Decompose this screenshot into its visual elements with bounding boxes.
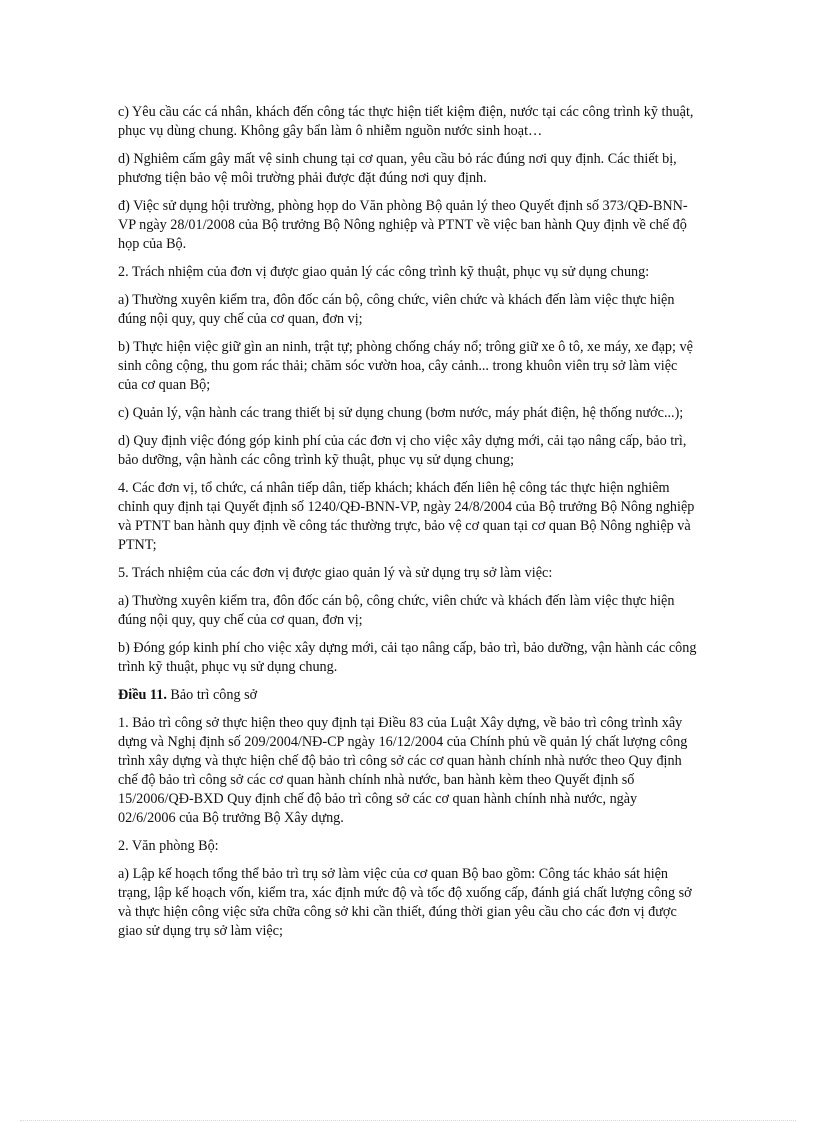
document-page xyxy=(118,103,698,950)
paragraph-item-b-contribution: b) Đóng góp kinh phí cho việc xây dựng mới, cải tạo nâng cấp, bảo trì, bảo dưỡng, vận hành các công trình kỹ thuật, phục vụ sử dụng chung. xyxy=(118,640,697,675)
paragraph-item-c-water-saving: c) Yêu cầu các cá nhân, khách đến công tác thực hiện tiết kiệm điện, nước tại các công trình kỹ thuật, phục vụ dùng chung. Không gây bẩn làm ô nhiễm nguồn nước sinh hoạt… xyxy=(118,104,694,139)
paragraph-item-a-plan: a) Lập kế hoạch tổng thể bảo trì trụ sở làm việc của cơ quan Bộ bao gồm: Công tác khảo sát hiện trạng, lập kế hoạch vốn, kiểm tra, xác định mức độ và tốc độ xuống cấp, đánh giá chất lượng công sở và thực hiện công việc sửa chữa công sở khi cần thiết, đúng thời gian yêu cầu cho các đơn vị được giao sử dụng trụ sở làm việc; xyxy=(118,866,692,939)
paragraph-item-d-hygiene: d) Nghiêm cấm gây mất vệ sinh chung tại cơ quan, yêu cầu bỏ rác đúng nơi quy định. Các thiết bị, phương tiện bảo vệ môi trường phải được đặt đúng nơi quy định. xyxy=(118,151,677,186)
article-heading xyxy=(118,686,698,705)
paragraph-item-a-inspection: a) Thường xuyên kiểm tra, đôn đốc cán bộ, công chức, viên chức và khách đến làm việc thực hiện đúng nội quy, quy chế của cơ quan, đơn vị; xyxy=(118,292,675,327)
paragraph-item-d-funding: d) Quy định việc đóng góp kinh phí của các đơn vị cho việc xây dựng mới, cải tạo nâng cấp, bảo trì, bảo dưỡng, vận hành các công trình kỹ thuật, phục vụ sử dụng chung; xyxy=(118,433,687,468)
paragraph-section-1-maintenance: 1. Bảo trì công sở thực hiện theo quy định tại Điều 83 của Luật Xây dựng, về bảo trì công trình xây dựng và Nghị định số 209/2004/NĐ-CP ngày 16/12/2004 của Chính phủ về quản lý chất lượng công trình xây dựng và thực hiện chế độ bảo trì công sở các cơ quan hành chính nhà nước theo Quy định chế độ bảo trì công sở các cơ quan hành chính nhà nước, ban hành kèm theo Quyết định số 15/2006/QĐ-BXD Quy định chế độ bảo trì công sở các cơ quan hành chính nhà nước, ngày 02/6/2006 của Bộ trưởng Bộ Xây dựng. xyxy=(118,715,688,826)
paragraph-item-a-inspection-2: a) Thường xuyên kiểm tra, đôn đốc cán bộ, công chức, viên chức và khách đến làm việc thực hiện đúng nội quy, quy chế của cơ quan, đơn vị; xyxy=(118,593,675,628)
paragraph-section-4-visitors: 4. Các đơn vị, tổ chức, cá nhân tiếp dân, tiếp khách; khách đến liên hệ công tác thực hiện nghiêm chỉnh quy định tại Quyết định số 1240/QĐ-BNN-VP, ngày 24/8/2004 của Bộ trưởng Bộ Nông nghiệp và PTNT ban hành quy định về công tác thường trực, bảo vệ cơ quan tại cơ quan Bộ Nông nghiệp và PTNT; xyxy=(118,480,695,553)
paragraph-item-b-security: b) Thực hiện việc giữ gìn an ninh, trật tự; phòng chống cháy nổ; trông giữ xe ô tô, xe máy, xe đạp; vệ sinh công cộng, thu gom rác thải; chăm sóc vườn hoa, cây cảnh... trong khuôn viên trụ sở làm việc của cơ quan Bộ; xyxy=(118,339,693,393)
article-heading-title: Bảo trì công sở xyxy=(166,687,258,703)
page-bottom-divider xyxy=(20,1120,796,1121)
paragraph-item-c-equipment: c) Quản lý, vận hành các trang thiết bị sử dụng chung (bơm nước, máy phát điện, hệ thống nước...); xyxy=(118,405,684,421)
paragraph-section-2-office: 2. Văn phòng Bộ: xyxy=(118,838,219,854)
paragraph-item-dd-meeting-rooms: đ) Việc sử dụng hội trường, phòng họp do Văn phòng Bộ quản lý theo Quyết định số 373/QĐ-BNN-VP ngày 28/01/2008 của Bộ trưởng Bộ Nông nghiệp và PTNT về việc ban hành Quy định về chế độ họp của Bộ. xyxy=(118,198,688,252)
paragraph-section-2-responsibility: 2. Trách nhiệm của đơn vị được giao quản lý các công trình kỹ thuật, phục vụ sử dụng chung: xyxy=(118,264,650,280)
paragraph-section-5-responsibility: 5. Trách nhiệm của các đơn vị được giao quản lý và sử dụng trụ sở làm việc: xyxy=(118,565,553,581)
article-heading-label: Điều 11. xyxy=(118,687,167,703)
